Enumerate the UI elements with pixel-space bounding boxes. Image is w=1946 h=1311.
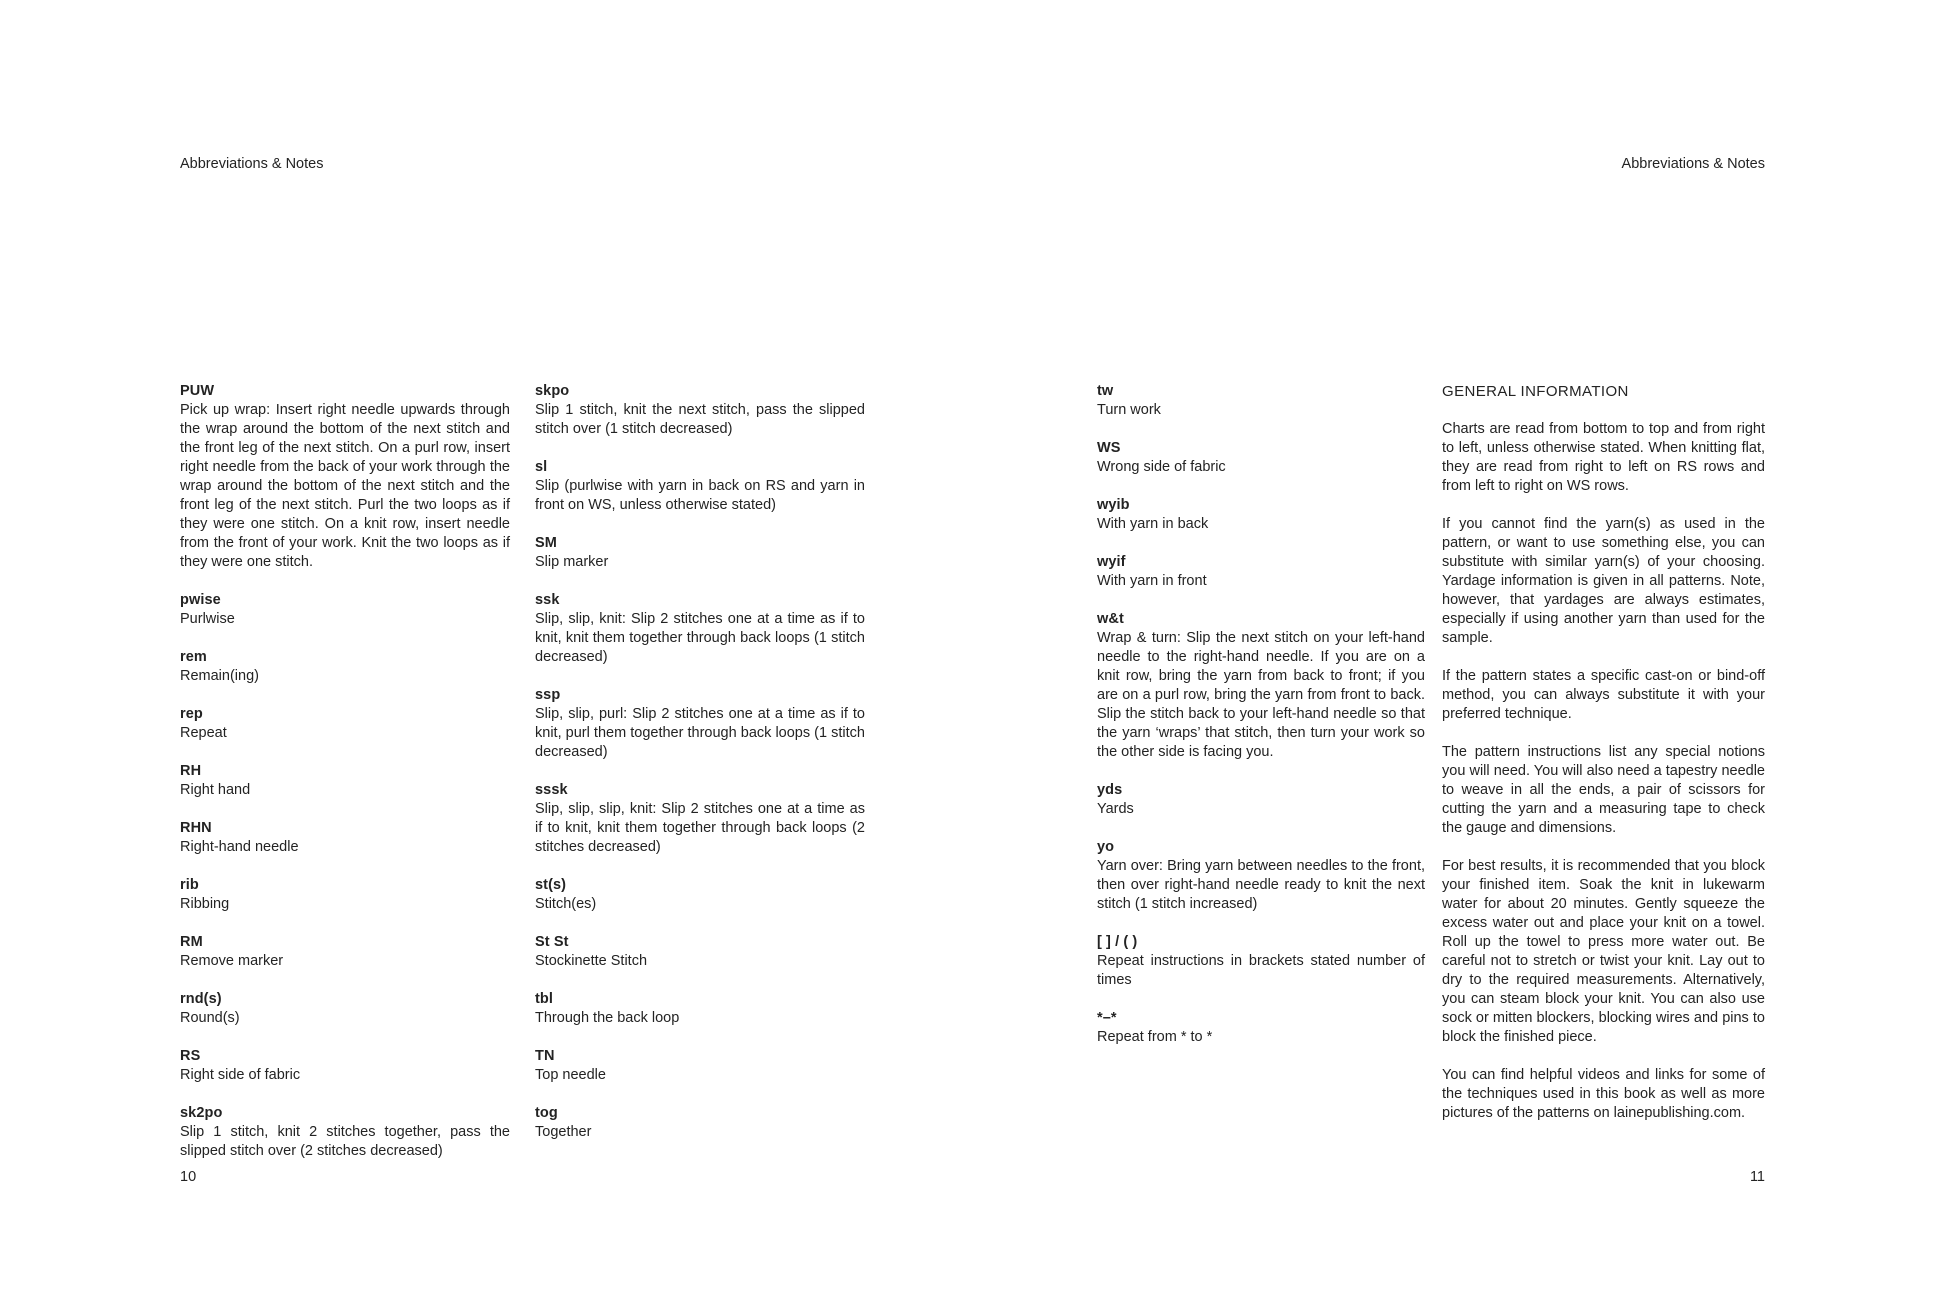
abbr-definition: Right-hand needle bbox=[180, 839, 299, 855]
abbr-term: wyif bbox=[1097, 554, 1126, 570]
abbr-definition: Wrap & turn: Slip the next stitch on your left-hand needle to the right-hand needle. If you are on a knit row, bring the yarn from back to front; if you are on a purl row, bring the yarn from front to back. Slip the stitch back to your left-hand needle so that the yarn ‘wraps’ that stitch, then turn your work so the other side is facing you. bbox=[1097, 630, 1425, 760]
abbr-term: RHN bbox=[180, 820, 212, 836]
general-information-paragraphs bbox=[1442, 420, 1765, 1123]
left-page-header: Abbreviations & Notes bbox=[180, 156, 324, 172]
abbr-definition: Slip, slip, slip, knit: Slip 2 stitches one at a time as if to knit, knit them together through back loops (2 stitches decreased) bbox=[535, 801, 865, 855]
left-page-number: 10 bbox=[180, 1169, 197, 1185]
abbr-term: tog bbox=[535, 1105, 558, 1121]
abbr-term: ssp bbox=[535, 687, 561, 703]
abbr-definition: Slip, slip, knit: Slip 2 stitches one at a time as if to knit, knit them together through back loops (1 stitch decreased) bbox=[535, 611, 865, 665]
abbr-term: sssk bbox=[535, 782, 568, 798]
abbr-entry bbox=[180, 819, 510, 857]
abbr-term: PUW bbox=[180, 383, 215, 399]
abbr-definition: Stitch(es) bbox=[535, 896, 597, 912]
abbr-term: [ ] / ( ) bbox=[1097, 934, 1138, 950]
abbr-entry bbox=[535, 591, 865, 667]
abbr-term: yo bbox=[1097, 839, 1115, 855]
abbr-entry bbox=[535, 876, 865, 914]
abbr-entry bbox=[180, 1104, 510, 1161]
right-page-header: Abbreviations & Notes bbox=[1621, 156, 1765, 172]
abbr-entry bbox=[535, 1104, 865, 1142]
abbr-term: SM bbox=[535, 535, 557, 551]
abbr-term: rep bbox=[180, 706, 203, 722]
abbr-definition: Through the back loop bbox=[535, 1010, 680, 1026]
abbr-definition: Slip marker bbox=[535, 554, 609, 570]
abbr-entry bbox=[180, 382, 510, 572]
abbr-entry bbox=[1097, 382, 1425, 420]
abbr-definition: Yards bbox=[1097, 801, 1134, 817]
abbr-definition: Round(s) bbox=[180, 1010, 240, 1026]
abbr-term: skpo bbox=[535, 383, 570, 399]
abbr-entry bbox=[180, 648, 510, 686]
info-paragraph: You can find helpful videos and links for some of the techniques used in this book as well as more pictures of the patterns on lainepublishing.com. bbox=[1442, 1067, 1765, 1121]
abbr-definition: Together bbox=[535, 1124, 592, 1140]
abbr-definition: Ribbing bbox=[180, 896, 230, 912]
abbr-term: w&t bbox=[1097, 611, 1124, 627]
abbr-entry bbox=[535, 458, 865, 515]
abbr-entry bbox=[1097, 610, 1425, 762]
abbr-entry bbox=[180, 705, 510, 743]
abbr-entry bbox=[535, 781, 865, 857]
abbr-definition: Right hand bbox=[180, 782, 251, 798]
info-paragraph: If you cannot find the yarn(s) as used in the pattern, or want to use something else, you can substitute with similar yarn(s) of your choosing. Yardage information is given in all patterns. Note, however, that yardages are always estimates, especially if using another yarn than used for the sample. bbox=[1442, 516, 1765, 646]
abbr-term: TN bbox=[535, 1048, 555, 1064]
abbr-definition: Repeat instructions in brackets stated number of times bbox=[1097, 953, 1425, 988]
abbr-term: tw bbox=[1097, 383, 1114, 399]
general-information-title: GENERAL INFORMATION bbox=[1442, 383, 1629, 400]
abbr-definition: Remain(ing) bbox=[180, 668, 259, 684]
abbr-term: yds bbox=[1097, 782, 1123, 798]
abbr-entry bbox=[180, 990, 510, 1028]
abbr-term: RH bbox=[180, 763, 202, 779]
abbr-entry bbox=[1097, 553, 1425, 591]
abbr-definition: Repeat bbox=[180, 725, 227, 741]
abbr-definition: Right side of fabric bbox=[180, 1067, 301, 1083]
abbr-definition: Slip, slip, purl: Slip 2 stitches one at a time as if to knit, purl them together through back loops (1 stitch decreased) bbox=[535, 706, 865, 760]
info-paragraph: The pattern instructions list any special notions you will need. You will also need a tapestry needle to weave in all the ends, a pair of scissors for cutting the yarn and a measuring tape to check the gauge and dimensions. bbox=[1442, 744, 1765, 836]
abbr-entry bbox=[180, 591, 510, 629]
abbr-definition: With yarn in back bbox=[1097, 516, 1209, 532]
abbr-entry bbox=[535, 990, 865, 1028]
abbr-term: St St bbox=[535, 934, 569, 950]
abbr-term: tbl bbox=[535, 991, 554, 1007]
abbr-definition: Repeat from * to * bbox=[1097, 1029, 1213, 1045]
abbr-entry bbox=[180, 933, 510, 971]
abbr-definition: Remove marker bbox=[180, 953, 284, 969]
abbreviations-column-3 bbox=[1097, 382, 1425, 1066]
abbr-entry bbox=[535, 686, 865, 762]
abbr-term: rnd(s) bbox=[180, 991, 222, 1007]
abbr-term: rem bbox=[180, 649, 207, 665]
abbr-definition: Slip 1 stitch, knit 2 stitches together, pass the slipped stitch over (2 stitches decreased) bbox=[180, 1124, 510, 1159]
abbr-definition: Slip 1 stitch, knit the next stitch, pass the slipped stitch over (1 stitch decreased) bbox=[535, 402, 865, 437]
abbr-entry bbox=[1097, 933, 1425, 990]
abbr-definition: Yarn over: Bring yarn between needles to the front, then over right-hand needle ready to knit the next stitch (1 stitch increased) bbox=[1097, 858, 1425, 912]
abbr-definition: With yarn in front bbox=[1097, 573, 1207, 589]
general-information-section bbox=[1442, 382, 1765, 1142]
info-paragraph: If the pattern states a specific cast-on or bind-off method, you can always substitute it with your preferred technique. bbox=[1442, 668, 1765, 722]
abbreviations-column-1 bbox=[180, 382, 510, 1180]
abbr-term: pwise bbox=[180, 592, 221, 608]
abbr-entry bbox=[180, 762, 510, 800]
abbr-entry bbox=[535, 534, 865, 572]
info-paragraph: Charts are read from bottom to top and from right to left, unless otherwise stated. When knitting flat, they are read from right to left on RS rows and from left to right on WS rows. bbox=[1442, 421, 1765, 494]
abbr-definition: Turn work bbox=[1097, 402, 1161, 418]
abbr-definition: Stockinette Stitch bbox=[535, 953, 648, 969]
abbr-entry bbox=[1097, 439, 1425, 477]
abbr-entry bbox=[535, 382, 865, 439]
abbr-term: wyib bbox=[1097, 497, 1130, 513]
abbr-definition: Top needle bbox=[535, 1067, 606, 1083]
abbr-term: ssk bbox=[535, 592, 560, 608]
abbr-entry bbox=[1097, 496, 1425, 534]
abbr-entry bbox=[180, 1047, 510, 1085]
abbr-term: rib bbox=[180, 877, 199, 893]
abbr-term: *–* bbox=[1097, 1010, 1117, 1026]
abbr-definition: Wrong side of fabric bbox=[1097, 459, 1226, 475]
abbr-term: st(s) bbox=[535, 877, 567, 893]
abbr-term: RM bbox=[180, 934, 203, 950]
abbr-entry bbox=[535, 933, 865, 971]
abbr-definition: Purlwise bbox=[180, 611, 235, 627]
abbr-entry bbox=[1097, 781, 1425, 819]
abbr-definition: Pick up wrap: Insert right needle upwards through the wrap around the bottom of the next stitch and the front leg of the next stitch. On a purl row, insert right needle from the back of your work through the wrap around the bottom of the next stitch and the front leg of the next stitch. Purl the two loops as if they were one stitch. On a knit row, insert needle from the front of your work. Knit the two loops as if they were one stitch. bbox=[180, 402, 510, 570]
abbr-term: RS bbox=[180, 1048, 201, 1064]
abbr-term: sk2po bbox=[180, 1105, 223, 1121]
abbr-term: sl bbox=[535, 459, 548, 475]
abbr-entry bbox=[180, 876, 510, 914]
abbreviations-column-2 bbox=[535, 382, 865, 1161]
abbr-definition: Slip (purlwise with yarn in back on RS and yarn in front on WS, unless otherwise stated) bbox=[535, 478, 865, 513]
right-page-number: 11 bbox=[1749, 1169, 1765, 1185]
info-paragraph: For best results, it is recommended that you block your finished item. Soak the knit in lukewarm water for about 20 minutes. Gently squeeze the excess water out and place your knit on a towel. Roll up the towel to press more water out. Be careful not to stretch or twist your knit. Lay out to dry to the required measurements. Alternatively, you can steam block your knit. You can also use sock or mitten blockers, blocking wires and pins to block the finished piece. bbox=[1442, 858, 1765, 1045]
abbr-term: WS bbox=[1097, 440, 1121, 456]
abbr-entry bbox=[1097, 838, 1425, 914]
abbr-entry bbox=[535, 1047, 865, 1085]
abbr-entry bbox=[1097, 1009, 1425, 1047]
